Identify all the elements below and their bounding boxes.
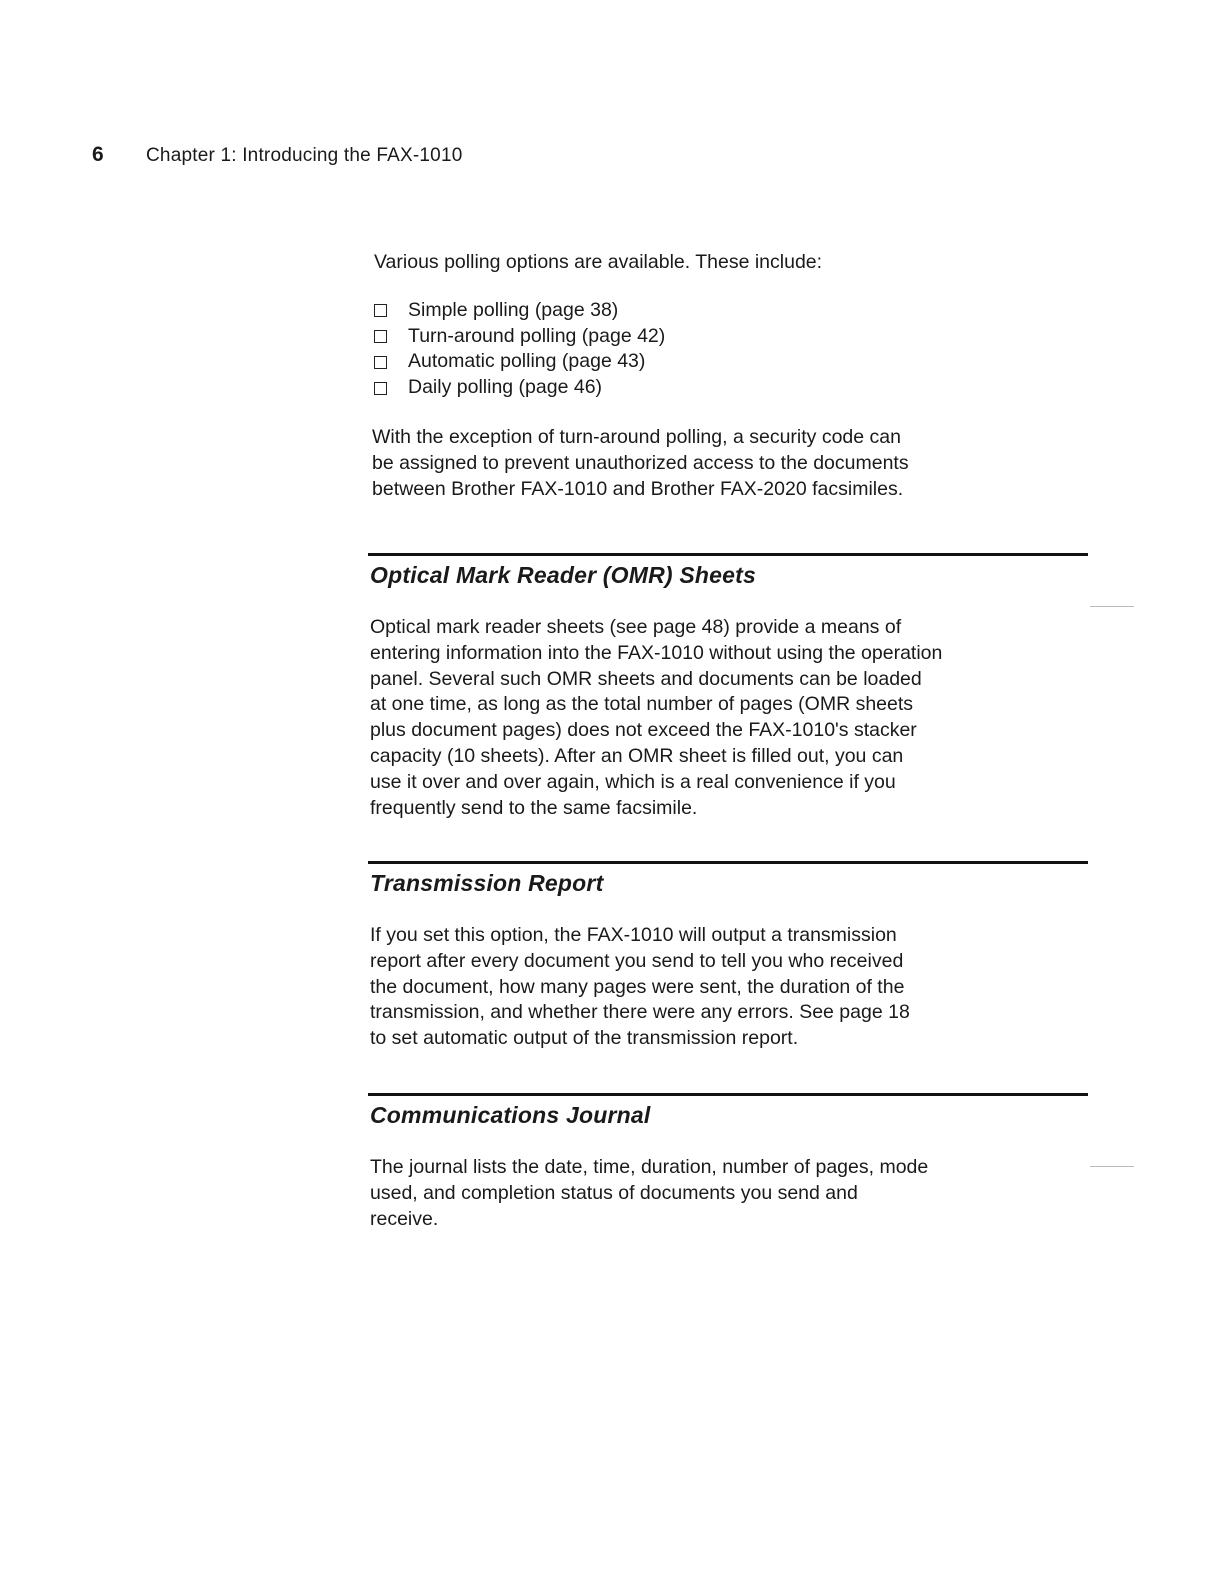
checkbox-bullet-icon bbox=[374, 382, 387, 395]
section-divider bbox=[368, 861, 1088, 864]
communications-journal-section bbox=[368, 1093, 1088, 1232]
checkbox-bullet-icon bbox=[374, 330, 387, 343]
list-item-label: Automatic polling (page 43) bbox=[408, 350, 646, 373]
section-body: The journal lists the date, time, duration, number of pages, mode used, and completion status of documents you send and receive. bbox=[370, 1156, 929, 1230]
list-item bbox=[374, 349, 1088, 375]
section-divider bbox=[368, 553, 1088, 556]
section-body: Optical mark reader sheets (see page 48) provide a means of entering information into the FAX-1010 without using the operation panel. Several such OMR sheets and documents can be loaded at one time, as long as the total number of pages (OMR sheets plus document pages) does not exceed the FAX-1010's stacker capacity (10 sheets). After an OMR sheet is filled out, you can use it over and over again, which is a real convenience if you frequently send to the same facsimile. bbox=[370, 616, 943, 819]
list-item-label: Turn-around polling (page 42) bbox=[408, 324, 666, 347]
checkbox-bullet-icon bbox=[374, 304, 387, 317]
section-heading: Communications Journal bbox=[370, 1102, 651, 1128]
section-heading: Transmission Report bbox=[370, 870, 604, 896]
polling-options-list bbox=[374, 298, 1088, 401]
list-item bbox=[374, 375, 1088, 401]
polling-intro: Various polling options are available. These include: bbox=[374, 251, 823, 273]
list-item bbox=[374, 298, 1088, 324]
polling-block bbox=[368, 250, 1088, 502]
list-item-label: Simple polling (page 38) bbox=[408, 298, 619, 321]
list-item-label: Daily polling (page 46) bbox=[408, 376, 603, 399]
section-heading: Optical Mark Reader (OMR) Sheets bbox=[370, 562, 757, 588]
page-number: 6 bbox=[92, 143, 104, 166]
margin-tick-mark bbox=[1090, 606, 1134, 607]
security-code-paragraph: With the exception of turn-around polling, a security code can be assigned to prevent unauthorized access to the documents between Brother FAX-1010 and Brother FAX-2020 facsimiles. bbox=[372, 425, 909, 500]
running-header bbox=[92, 143, 462, 167]
running-title: Chapter 1: Introducing the FAX-1010 bbox=[146, 145, 463, 166]
margin-tick-mark bbox=[1090, 1166, 1134, 1167]
list-item bbox=[374, 324, 1088, 350]
omr-section bbox=[368, 553, 1088, 821]
transmission-report-section bbox=[368, 861, 1088, 1052]
section-divider bbox=[368, 1093, 1088, 1096]
section-body: If you set this option, the FAX-1010 will output a transmission report after every document you send to tell you who received the document, how many pages were sent, the duration of the transmission, and whether there were any errors. See page 18 to set automatic output of the transmission report. bbox=[370, 924, 910, 1050]
checkbox-bullet-icon bbox=[374, 356, 387, 369]
